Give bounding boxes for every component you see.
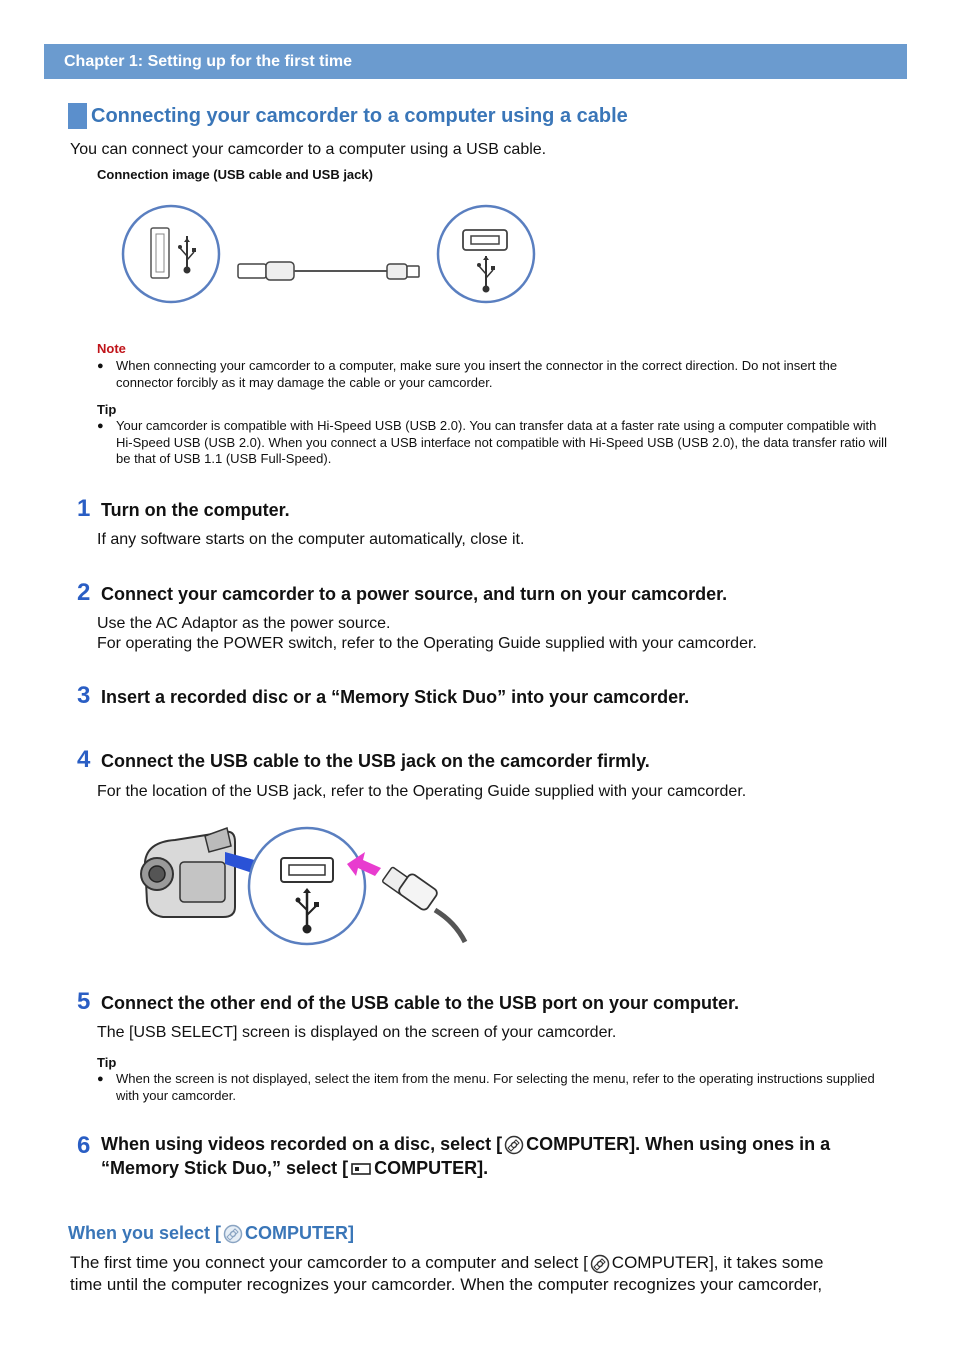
step-title-part: COMPUTER]. When using ones in a bbox=[526, 1134, 831, 1154]
disc-computer-icon bbox=[590, 1254, 610, 1274]
step-number: 3 bbox=[77, 682, 91, 709]
step-5 bbox=[77, 988, 739, 1016]
step-title-part: COMPUTER]. bbox=[374, 1158, 489, 1178]
step-6 bbox=[77, 1132, 830, 1180]
connection-illustration bbox=[115, 198, 545, 310]
bullet-dot-icon: ● bbox=[97, 420, 104, 432]
step-body: For operating the POWER switch, refer to the Operating Guide supplied with your camcorder. bbox=[97, 635, 757, 652]
intro-text: You can connect your camcorder to a computer using a USB cable. bbox=[70, 141, 547, 158]
step-title: Connect the USB cable to the USB jack on the camcorder firmly. bbox=[101, 751, 650, 771]
subsection-paragraph bbox=[70, 1252, 890, 1296]
usb-port-computer-icon bbox=[123, 206, 219, 302]
step-title: Connect the other end of the USB cable to the USB port on your computer. bbox=[101, 993, 740, 1013]
note-text: When connecting your camcorder to a computer, make sure you insert the connector in the correct direction. Do not insert the connector forcibly as it may damage the cable or your camcorder. bbox=[116, 358, 838, 390]
step-number: 6 bbox=[77, 1132, 91, 1159]
usb-jack-camcorder-icon bbox=[438, 206, 534, 302]
step-body: The [USB SELECT] screen is displayed on the screen of your camcorder. bbox=[97, 1024, 617, 1041]
note-label: Note bbox=[97, 341, 126, 356]
bullet-dot-icon: ● bbox=[97, 360, 104, 372]
tip-text: Your camcorder is compatible with Hi-Speed USB (USB 2.0). You can transfer data at a faster rate using a computer compatible with Hi-Speed USB (USB 2.0). When you connect a USB interface not compatible with Hi-Speed USB (USB 2.0), the data transfer ratio will be that of USB 1.1 (USB Full-Speed). bbox=[116, 418, 887, 466]
image-caption: Connection image (USB cable and USB jack) bbox=[97, 167, 373, 182]
usb-jack-icon bbox=[249, 828, 365, 944]
step-number: 2 bbox=[77, 579, 91, 606]
subsection-heading-part: COMPUTER] bbox=[245, 1223, 355, 1243]
step-body: If any software starts on the computer automatically, close it. bbox=[97, 531, 525, 548]
section-title: Connecting your camcorder to a computer using a cable bbox=[91, 104, 628, 127]
step-title: Insert a recorded disc or a “Memory Stick Duo” into your camcorder. bbox=[101, 687, 690, 707]
step-body: For the location of the USB jack, refer to the Operating Guide supplied with your camcorder. bbox=[97, 783, 747, 800]
tip-item bbox=[97, 418, 887, 468]
paragraph-part: The first time you connect your camcorder to a computer and select [ bbox=[70, 1253, 588, 1272]
step-1 bbox=[77, 495, 290, 523]
step-body: Use the AC Adaptor as the power source. bbox=[97, 615, 391, 632]
disc-computer-icon bbox=[223, 1224, 243, 1244]
usb-cable-icon bbox=[238, 262, 419, 280]
step-title: Connect your camcorder to a power source, and turn on your camcorder. bbox=[101, 584, 728, 604]
camcorder-icon bbox=[141, 828, 235, 917]
paragraph-part: time until the computer recognizes your camcorder. When the computer recognizes your camcorder, bbox=[70, 1275, 823, 1294]
chapter-header: Chapter 1: Setting up for the first time bbox=[44, 44, 907, 79]
step-title bbox=[101, 1132, 830, 1180]
step-2 bbox=[77, 579, 727, 607]
bullet-dot-icon: ● bbox=[97, 1073, 104, 1085]
tip-label: Tip bbox=[97, 1055, 117, 1070]
usb-plug-icon bbox=[382, 867, 465, 942]
step-4 bbox=[77, 746, 650, 774]
step-3 bbox=[77, 682, 689, 710]
step-number: 5 bbox=[77, 988, 91, 1015]
note-item bbox=[97, 358, 887, 391]
memory-stick-icon bbox=[350, 1161, 372, 1177]
step-title-part: “Memory Stick Duo,” select [ bbox=[101, 1158, 349, 1178]
tip-item bbox=[97, 1071, 887, 1104]
step-title-part: When using videos recorded on a disc, select [ bbox=[101, 1134, 503, 1154]
heading-marker bbox=[68, 103, 87, 129]
step-number: 1 bbox=[77, 495, 91, 522]
section-heading bbox=[68, 103, 628, 129]
tip-text: When the screen is not displayed, select the item from the menu. For selecting the menu, refer to the operating instructions supplied with your camcorder. bbox=[116, 1071, 875, 1103]
tip-label: Tip bbox=[97, 402, 117, 417]
disc-computer-icon bbox=[504, 1135, 524, 1155]
step-number: 4 bbox=[77, 746, 91, 773]
step-title: Turn on the computer. bbox=[101, 500, 290, 520]
subsection-heading-part: When you select [ bbox=[68, 1223, 222, 1243]
camcorder-usb-illustration bbox=[135, 822, 485, 952]
paragraph-part: COMPUTER], it takes some bbox=[611, 1253, 824, 1272]
subsection-heading bbox=[68, 1223, 354, 1244]
